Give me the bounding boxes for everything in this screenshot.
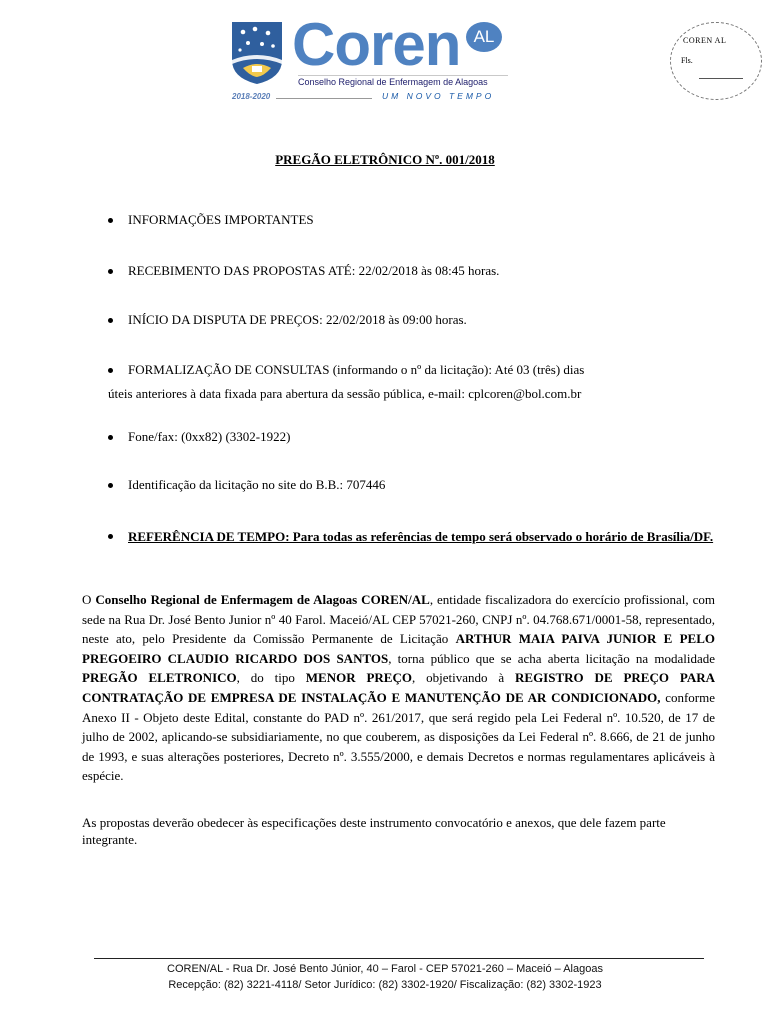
brand-years: 2018-2020 <box>232 92 271 101</box>
stamp-fls: Fls. <box>681 56 693 65</box>
bullet-icon <box>108 534 113 539</box>
list-item-text: Fone/fax: (0xx82) (3302-1922) <box>128 429 291 444</box>
bullet-icon <box>108 318 113 323</box>
bullet-icon <box>108 368 113 373</box>
list-item-text: INFORMAÇÕES IMPORTANTES <box>128 212 314 227</box>
stamp-line <box>699 78 743 79</box>
divider <box>276 98 372 99</box>
page-stamp <box>670 22 762 100</box>
bullet-icon <box>108 269 113 274</box>
list-item-text: FORMALIZAÇÃO DE CONSULTAS (informando o nº da licitação): Até 03 (três) dias <box>128 362 585 377</box>
brand-subtitle: Conselho Regional de Enfermagem de Alagoas <box>298 75 508 87</box>
bullet-icon <box>108 218 113 223</box>
brand-tagline: UM NOVO TEMPO <box>382 91 495 101</box>
bullet-icon <box>108 483 113 488</box>
body-paragraph: O Conselho Regional de Enfermagem de Alagoas COREN/AL, entidade fiscalizadora do exercício profissional, com sede na Rua Dr. José Bento Junior nº 40 Farol. Maceió/AL CEP 57021-260, CNPJ nº. 04.768.671/0001-58, representado, neste ato, pelo Presidente da Comissão Permanente de Licitação ARTHUR MAIA PAIVA JUNIOR E PELO PREGOEIRO CLAUDIO RICARDO DOS SANTOS, torna público que se acha aberta licitação na modalidade PREGÃO ELETRONICO, do tipo MENOR PREÇO, objetivando à REGISTRO DE PREÇO PARA CONTRATAÇÃO DE EMPRESA DE INSTALAÇÃO E MANUTENÇÃO DE AR CONDICIONADO, conforme Anexo II - Objeto deste Edital, constante do PAD nº. 261/2017, que será regido pela Lei Federal nº. 10.520, de 17 de julho de 2002, aplicando-se subsidiariamente, no que couberem, as disposições da Lei Federal nº. 8.666, de 21 de junho de 1993, e suas alterações posteriores, Decreto nº. 3.555/2000, e demais Decretos e normas regulamentares aplicáveis à espécie. <box>82 592 716 784</box>
footer-address: COREN/AL - Rua Dr. José Bento Júnior, 40 – Farol - CEP 57021-260 – Maceió – Alagoas <box>167 963 603 975</box>
brand-state-badge: AL <box>466 22 502 52</box>
stamp-title: COREN AL <box>683 36 727 45</box>
body-paragraph-2: As propostas deverão obedecer às especificações deste instrumento convocatório e anexos, que dele fazem parte integrante. <box>82 815 666 847</box>
bullet-icon <box>108 435 113 440</box>
list-item-text: RECEBIMENTO DAS PROPOSTAS ATÉ: 22/02/2018 às 08:45 horas. <box>128 263 500 278</box>
brand-name: Coren <box>292 11 461 78</box>
time-reference-note: REFERÊNCIA DE TEMPO: Para todas as referências de tempo será observado o horário de Brasília/DF. <box>128 529 714 544</box>
coren-logo <box>228 11 508 104</box>
list-item-text: Identificação da licitação no site do B.B.: 707446 <box>128 477 386 492</box>
coren-emblem-icon <box>228 20 286 86</box>
list-item-text: INÍCIO DA DISPUTA DE PREÇOS: 22/02/2018 às 09:00 horas. <box>128 312 467 327</box>
footer-divider <box>94 958 704 959</box>
letterhead <box>0 0 770 110</box>
list-item-continuation: úteis anteriores à data fixada para abertura da sessão pública, e-mail: cplcoren@bol.com.br <box>108 386 582 401</box>
document-title: PREGÃO ELETRÔNICO Nº. 001/2018 <box>275 152 495 167</box>
footer-phones: Recepção: (82) 3221-4118/ Setor Jurídico: (82) 3302-1920/ Fiscalização: (82) 3302-1923 <box>168 979 602 991</box>
